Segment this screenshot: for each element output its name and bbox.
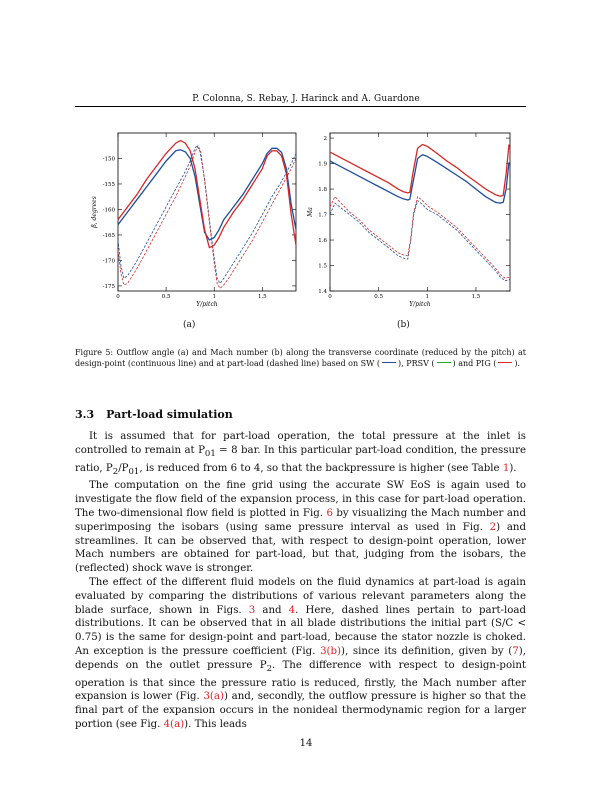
x-tick-label: 1 xyxy=(425,294,430,300)
p1-sub-1: 01 xyxy=(204,448,216,459)
paragraph-1 xyxy=(75,430,526,479)
plot-frame xyxy=(118,133,296,291)
legend-swatch-sw xyxy=(382,362,396,363)
y-tick-label: 1.6 xyxy=(318,238,327,245)
p2-text-c: ) and streamlines. It can be observed that, with respect to design-point operation, lower Mach numbers are obtained for part-load, but that, judging from the isobars, the (reflected) shock wave is stronger. xyxy=(75,521,526,575)
page-number: 14 xyxy=(299,738,313,749)
section-heading xyxy=(75,408,245,421)
paragraph-2 xyxy=(75,479,526,576)
y-axis-label: Ma xyxy=(307,207,314,217)
series-line-pig-dashed xyxy=(330,197,510,279)
ref-fig-4a-link[interactable]: 4(a) xyxy=(163,719,185,731)
p1-text-d: , is reduced from 6 to 4, so that the backpressure is higher (see Table xyxy=(139,462,503,474)
caption-after-sw: ), PRSV ( xyxy=(398,359,435,368)
ref-fig-3b-link[interactable]: 3(b) xyxy=(320,646,342,658)
x-tick-label: 1.5 xyxy=(471,294,481,300)
y-tick-label: 1.9 xyxy=(318,161,327,168)
paragraph-3 xyxy=(75,576,526,732)
x-tick-label: 0.5 xyxy=(161,294,171,300)
series-line-sw-dashed xyxy=(118,146,296,284)
figure-caption xyxy=(75,347,526,369)
p3-text-c: . Here, dashed lines pertain to part-load distributions. It can be observed that in all blade distributions the initial part (S/C < 0.75) is the same for design-point and part-load, because the stator nozzle is choked. An exception is the pressure coefficient (Fig. xyxy=(75,604,526,658)
ref-fig-3a-link[interactable]: 3(a) xyxy=(203,691,224,703)
chart-panel-0 xyxy=(91,133,296,308)
ref-fig-4-link[interactable]: 4 xyxy=(288,604,296,616)
p1-sub-3: 01 xyxy=(128,466,140,477)
y-tick-label: 2 xyxy=(323,136,327,143)
series-line-pig-solid xyxy=(330,145,509,197)
chart-panel-1 xyxy=(307,133,510,308)
series-line-pig-dashed xyxy=(118,146,296,289)
x-tick-label: 1.5 xyxy=(257,294,267,300)
caption-intro: Figure 5: Outflow angle (a) and Mach number (b) along the transverse coordinate (reduced by the pitch) at design-point (continuous line) and at part-load (dashed line) based on SW ( xyxy=(75,348,526,368)
y-tick-label: 1.5 xyxy=(318,263,327,270)
y-tick-label: -160 xyxy=(102,207,115,214)
panel-label-a: (a) xyxy=(183,320,196,330)
series-line-sw-dashed xyxy=(330,201,510,281)
body-text xyxy=(75,430,526,732)
figure-5 xyxy=(0,0,612,340)
x-tick-label: 0 xyxy=(116,294,120,300)
running-header: P. Colonna, S. Rebay, J. Harinck and A. Guardone xyxy=(192,94,420,104)
section-number: 3.3 xyxy=(75,408,95,421)
y-tick-label: 1.8 xyxy=(318,187,327,194)
y-tick-label: -170 xyxy=(102,258,115,265)
legend-swatch-pig xyxy=(498,362,512,363)
y-tick-label: -175 xyxy=(102,283,115,290)
ref-fig-2-link[interactable]: 2 xyxy=(489,521,497,533)
x-axis-label: Y/pitch xyxy=(409,301,431,308)
p3-text-e: ), depends on the outlet pressure P xyxy=(75,646,526,671)
legend-swatch-prsv xyxy=(437,362,451,363)
ref-table-1-link[interactable]: 1 xyxy=(502,462,510,474)
caption-end: ). xyxy=(514,359,521,368)
p1-text-c: /P xyxy=(118,462,129,474)
p2-text-a: The computation on the fine grid using the accurate SW EoS is again used to investigate the flow field of the expansion process, in this case for part-load operation. The two-dimensional flow field is plotted in Fig. xyxy=(75,480,526,520)
x-tick-label: 0 xyxy=(328,294,332,300)
p3-text-b: and xyxy=(255,604,289,616)
p1-text-e: ). xyxy=(509,462,517,474)
panel-label-b: (b) xyxy=(397,320,410,330)
y-tick-label: -155 xyxy=(102,181,115,188)
p1-sub-2: 2 xyxy=(112,466,119,477)
p2-text-b: by visualizing the Mach number and superimposing the isobars (using same pressure interval as used in Fig. xyxy=(75,508,526,533)
y-tick-label: 1.4 xyxy=(318,289,327,295)
series-line-sw-solid xyxy=(330,155,509,203)
p3-text-h: ). This leads xyxy=(184,719,247,731)
x-axis-label: Y/pitch xyxy=(196,301,218,308)
ref-eq-7-link[interactable]: 7 xyxy=(512,646,519,658)
p3-text-a: The effect of the different fluid models on the fluid dynamics at part-load is again evaluated by comparing the distributions of various relevant parameters along the blade surface, shown in Figs. xyxy=(75,577,526,616)
y-tick-label: 1.7 xyxy=(318,212,327,219)
section-title: Part-load simulation xyxy=(106,408,233,421)
ref-fig-6-link[interactable]: 6 xyxy=(326,508,333,520)
p1-text-b: = 8 bar. In this particular part-load condition, the pressure ratio, P xyxy=(75,444,526,474)
caption-after-prsv: ) and PIG ( xyxy=(452,359,497,368)
ref-fig-3-link[interactable]: 3 xyxy=(248,604,256,616)
p3-text-f: . The difference with respect to design-point operation is that since the pressure ratio is reduced, firstly, the Mach number after expansion is lower (Fig. xyxy=(75,659,527,703)
p3-text-d: ), since its definition, given by ( xyxy=(341,646,513,658)
p1-text-a: It is assumed that for part-load operation, the total pressure at the inlet is controlled to remain at P xyxy=(75,431,526,456)
y-tick-label: -165 xyxy=(102,232,115,239)
series-line-sw-solid xyxy=(118,148,296,240)
p3-text-g: ) and, secondly, the outflow pressure is higher so that the final part of the expansion occurs in the nonideal thermodynamic region for a larger portion (see Fig. xyxy=(75,691,526,731)
x-tick-label: 0.5 xyxy=(374,294,384,300)
x-tick-label: 1 xyxy=(212,294,216,300)
y-axis-label: β, degrees xyxy=(91,196,98,228)
y-tick-label: -150 xyxy=(102,156,115,163)
series-line-pig-solid xyxy=(118,141,296,248)
p3-sub-1: 2 xyxy=(266,663,272,674)
